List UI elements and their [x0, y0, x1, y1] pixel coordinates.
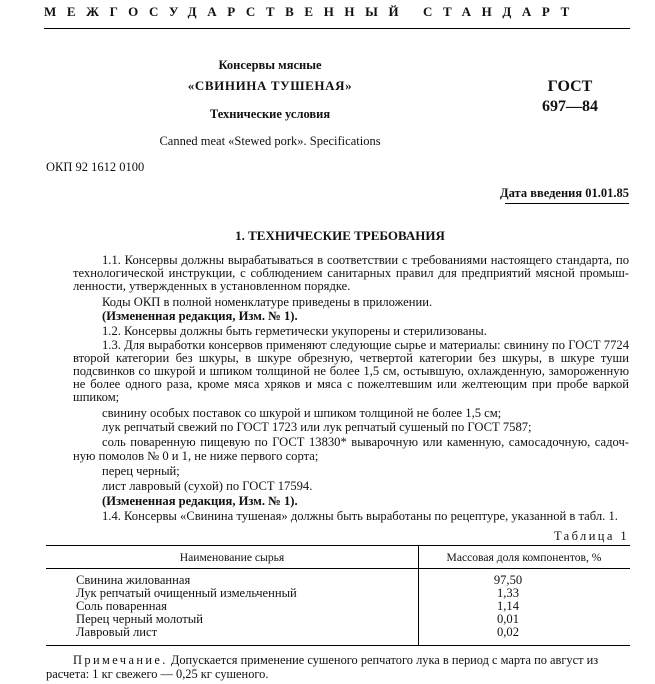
- okp-code: ОКП 92 1612 0100: [46, 160, 145, 174]
- gost-number: 697—84: [542, 98, 598, 115]
- para-1-line-1: 1.1. Консервы должны вырабатываться в соответствии с требованиями настоящего стандарта, по: [102, 253, 629, 267]
- para-3-line-4: не более одного раза, кроме мяса хряков и мяса с пожелтевшим или желтеющим при пробе варкой: [73, 377, 629, 391]
- table-row-name: Перец черный молотый: [76, 612, 203, 626]
- banner-rule: [44, 28, 630, 29]
- note-label: Примечание.: [73, 653, 168, 667]
- table-header-name: Наименование сырья: [179, 551, 285, 564]
- para-3-line-3: подсвинков со шкурой и шпиком толщиной не более 1,5 см, остывшую, охлажденную, замороженную: [73, 364, 629, 378]
- para-3-line-5: шпиком;: [73, 390, 120, 404]
- table-row-value: 97,50: [493, 573, 523, 587]
- document-subtitle: Технические условия: [209, 107, 331, 121]
- para-3-line-7: лук репчатый свежий по ГОСТ 1723 или лук репчатый сушеный по ГОСТ 7587;: [102, 420, 532, 434]
- table-header-rule: [46, 568, 630, 569]
- okp-codes-note: Коды ОКП в полной номенклатуре приведены в приложении.: [102, 295, 433, 309]
- table-top-rule: [46, 545, 630, 546]
- table-row-name: Свинина жилованная: [76, 573, 191, 587]
- amendment-note-2: (Измененная редакция, Изм. № 1).: [102, 494, 298, 508]
- para-3-line-8: соль поваренную пищевую по ГОСТ 13830* выварочную или каменную, самосадочную, садоч-: [102, 435, 629, 449]
- table-note: [73, 653, 629, 668]
- introduction-date: [500, 186, 629, 201]
- table-caption: Таблица 1: [553, 529, 629, 543]
- amendment-note-1: (Измененная редакция, Изм. № 1).: [102, 309, 298, 323]
- note-line-2: расчета: 1 кг свежего — 0,25 кг сушеного.: [46, 667, 269, 681]
- english-title: Canned meat «Stewed pork». Specifications: [159, 134, 381, 148]
- note-line-1: Допускается применение сушеного репчатого лука в период с марта по август из: [170, 653, 599, 667]
- para-3-line-10: перец черный;: [102, 464, 180, 478]
- product-title: «СВИНИНА ТУШЕНАЯ»: [187, 78, 353, 93]
- date-label: Дата введения: [500, 186, 583, 200]
- table-row-value: 0,02: [496, 625, 520, 639]
- category-title: Консервы мясные: [218, 58, 322, 72]
- para-3-line-2: второй категории без шкуры, в шкуре обрезную, четвертой категории без шкуры, в шкуре туши: [73, 351, 629, 365]
- para-3-line-6: свинину особых поставок со шкурой и шпиком толщиной не более 1,5 см;: [102, 406, 502, 420]
- table-row-value: 0,01: [496, 612, 520, 626]
- para-1-line-3: ленности, утвержденных в установленном порядке.: [73, 279, 351, 293]
- para-2: 1.2. Консервы должны быть герметически укупорены и стерилизованы.: [102, 324, 487, 338]
- standard-banner: МЕЖГОСУДАРСТВЕННЫЙ СТАНДАРТ: [44, 4, 580, 19]
- para-3-line-11: лист лавровый (сухой) по ГОСТ 17594.: [102, 479, 313, 493]
- table-bottom-rule: [46, 645, 630, 646]
- table-header-share: Массовая доля компонентов, %: [446, 551, 602, 564]
- date-value: 01.01.85: [585, 186, 629, 200]
- date-rule: [505, 203, 629, 204]
- gost-label: ГОСТ: [547, 78, 593, 95]
- para-3-line-9: ную помолов № 0 и 1, не ниже первого сорта;: [73, 449, 319, 463]
- table-row-name: Соль поваренная: [76, 599, 167, 613]
- para-1-line-2: технологической инструкции, с соблюдением санитарных правил для предприятий мясной промыш-: [73, 266, 629, 280]
- table-row-name: Лук репчатый очищенный измельченный: [76, 586, 297, 600]
- para-4: 1.4. Консервы «Свинина тушеная» должны быть выработаны по рецептуре, указанной в табл. 1.: [102, 509, 618, 523]
- para-3-line-1: 1.3. Для выработки консервов применяют следующие сырье и материалы: свинину по ГОСТ 7724: [102, 338, 629, 352]
- table-row-value: 1,33: [496, 586, 520, 600]
- table-row-value: 1,14: [496, 599, 520, 613]
- section-title: 1. ТЕХНИЧЕСКИЕ ТРЕБОВАНИЯ: [235, 228, 445, 243]
- table-row-name: Лавровый лист: [76, 625, 158, 639]
